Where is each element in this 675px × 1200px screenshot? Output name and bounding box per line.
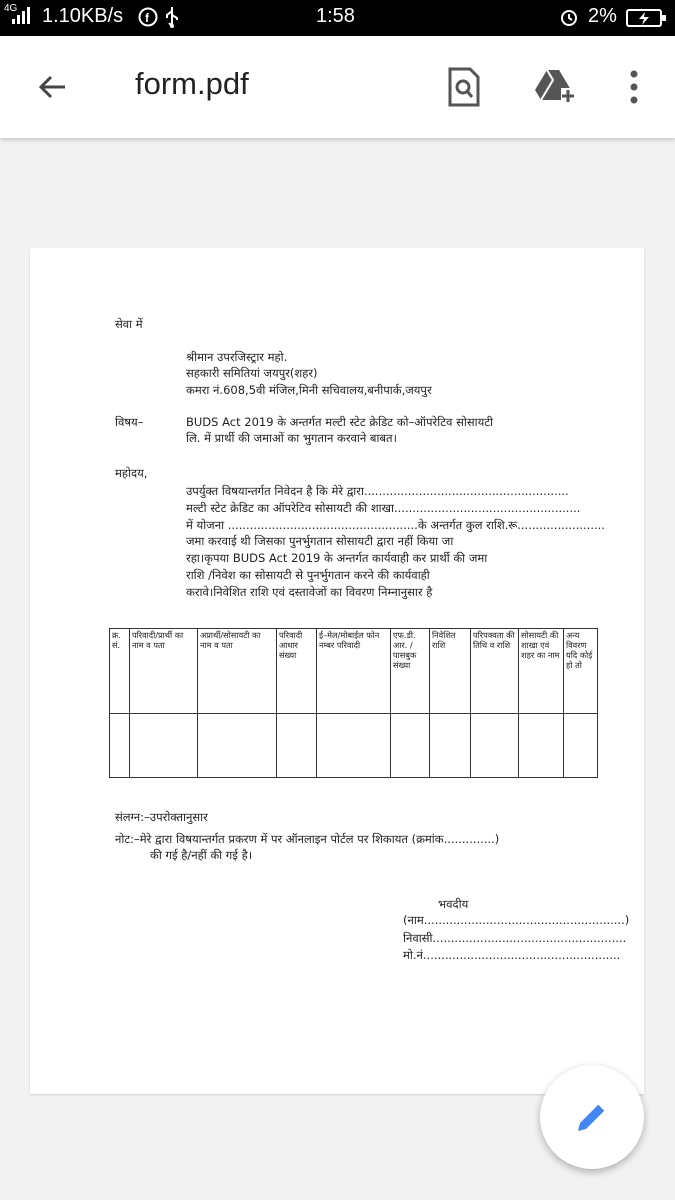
signature-name: (नाम.......................................................)	[403, 913, 630, 927]
table-cell	[198, 714, 277, 778]
details-table	[109, 628, 598, 778]
table-cell	[317, 714, 391, 778]
body-line: मल्टी स्टेट क्रेडिट का ऑपरेटिव सोसायटी की शाखा...................................................	[186, 501, 581, 515]
table-cell	[391, 714, 430, 778]
table-header-cell: परिवादी/प्रार्थी का नाम व पता	[130, 629, 198, 714]
table-header-row	[110, 629, 598, 714]
search-in-document-button[interactable]	[436, 59, 492, 115]
more-options-button[interactable]	[606, 59, 662, 115]
body-line: उपर्युक्त विषयान्तर्गत निवेदन है कि मेरे द्वारा........................................................	[186, 484, 569, 498]
attachment-note: संलग्न:–उपरोक्तानुसार	[115, 810, 208, 824]
document-title: form.pdf	[135, 66, 249, 101]
table-cell	[564, 714, 598, 778]
addressee-line: सहकारी समितियां जयपुर(शहर)	[186, 366, 318, 380]
table-cell	[430, 714, 471, 778]
greeting: महोदय,	[115, 466, 148, 480]
table-cell	[277, 714, 317, 778]
table-row	[110, 714, 598, 778]
signature-mobile: मो.नं......................................................	[403, 948, 621, 962]
battery-charging-icon	[626, 8, 668, 34]
clock-time: 1:58	[316, 5, 355, 27]
app-bar	[0, 36, 675, 138]
salutation-to: सेवा में	[115, 317, 143, 331]
network-type: 4G	[4, 3, 18, 14]
edit-button[interactable]	[540, 1065, 644, 1169]
table-cell	[130, 714, 198, 778]
body-line: राशि /निवेश का सोसायटी से पुनर्भुगतान करने की कार्यवाही	[186, 568, 430, 582]
body-line: करावे।निवेशित राशि एवं दस्तावेजों का विवरण निम्नानुसार है	[186, 585, 433, 599]
signal-icon	[10, 6, 32, 32]
facebook-icon	[138, 7, 158, 33]
subject-line: BUDS Act 2019 के अन्तर्गत मल्टी स्टेट क्रेडिट को–ऑपरेटिव सोसायटी	[186, 415, 494, 429]
note-line: नोट:–मेरे द्वारा विषयान्तर्गत प्रकरण में पर ऑनलाइन पोर्टल पर शिकायत (क्रमांक..............)	[115, 832, 500, 846]
body-line: जमा करवाई थी जिसका पुनर्भुगतान सोसायटी द्वारा नहीं किया जा	[186, 534, 454, 548]
note-line: की गई है/नहीं की गई है।	[150, 848, 253, 862]
subject-line: लि. में प्रार्थी की जमाओं का भुगतान करवाने बाबत।	[186, 431, 397, 445]
closing: भवदीय	[438, 897, 469, 911]
table-header-cell: एफ.डी. आर. / पासबुक संख्या	[391, 629, 430, 714]
subject-label: विषय–	[115, 415, 144, 429]
table-header-cell: निवेशित राशि	[430, 629, 471, 714]
back-arrow-icon	[35, 69, 71, 105]
table-cell	[519, 714, 564, 778]
more-vert-icon	[629, 70, 639, 104]
pdf-page[interactable]	[30, 248, 644, 1094]
addressee-line: कमरा नं.608,5वी मंजिल,मिनी सचिवालय,बनीपार्क,जयपुर	[186, 383, 432, 397]
table-header-cell: ई–मेल/मोबाईल फोन नम्बर परिवादी	[317, 629, 391, 714]
body-line: रहा।कृपया BUDS Act 2019 के अन्तर्गत कार्यवाही कर प्रार्थी की जमा	[186, 551, 488, 565]
table-header-cell: सोसायटी की शाखा एवं शहर का नाम	[519, 629, 564, 714]
table-header-cell: परिवादी आधार संख्या	[277, 629, 317, 714]
table-cell	[110, 714, 130, 778]
table-cell	[471, 714, 519, 778]
addressee-line: श्रीमान उपरजिस्ट्रार महो.	[186, 350, 288, 364]
signature-address: निवासी.....................................................	[403, 931, 627, 945]
search-document-icon	[446, 67, 482, 107]
svg-text:f: f	[145, 11, 149, 25]
table-header-cell: अप्रार्थी/सोसायटी का नाम व पता	[198, 629, 277, 714]
table-header-cell: परिपक्वता की तिथि व राशि	[471, 629, 519, 714]
alarm-icon	[559, 7, 579, 33]
network-speed: 1.10KB/s	[42, 5, 124, 27]
table-header-cell: क्र. सं.	[110, 629, 130, 714]
status-bar	[0, 0, 675, 36]
body-line: में योजना ....................................................के अन्तर्गत कुल राशि.रू........................	[186, 518, 605, 532]
battery-percent: 2%	[588, 5, 617, 27]
table-header-cell: अन्य विवरण यदि कोई हो तो	[564, 629, 598, 714]
edit-pencil-icon	[572, 1097, 612, 1137]
back-button[interactable]	[25, 59, 81, 115]
drive-add-icon	[533, 68, 575, 106]
add-to-drive-button[interactable]	[526, 59, 582, 115]
usb-icon	[163, 6, 181, 34]
